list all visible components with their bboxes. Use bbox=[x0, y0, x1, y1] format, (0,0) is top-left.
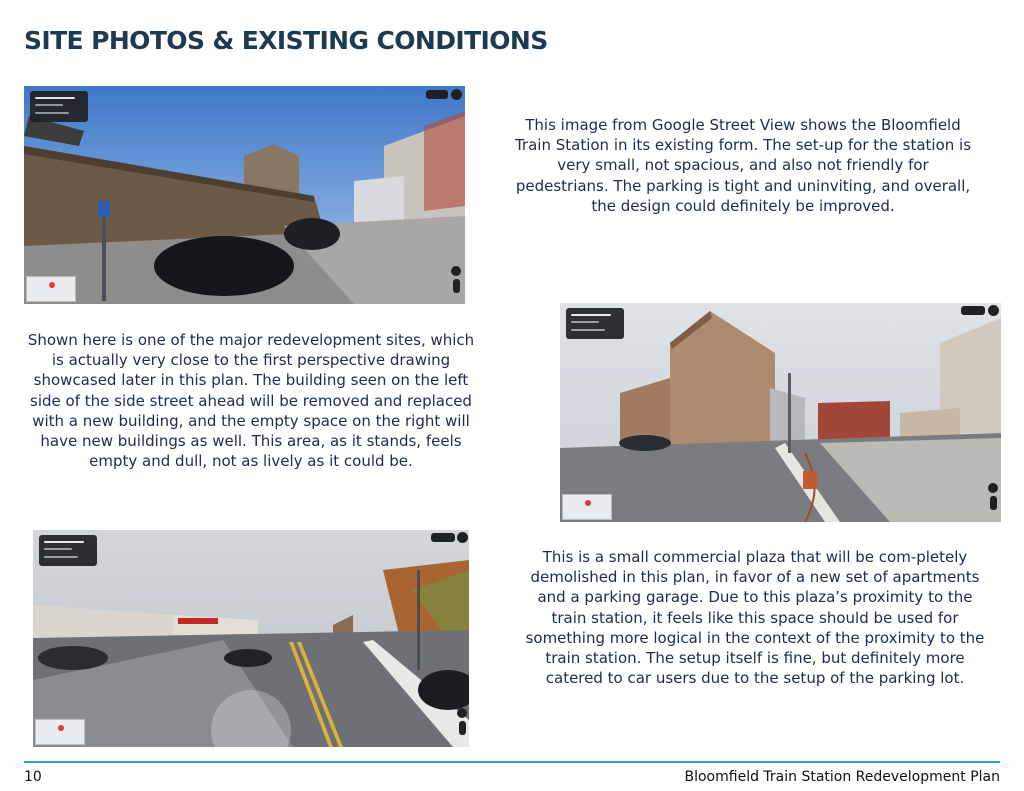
compass-icon[interactable] bbox=[988, 483, 998, 493]
map-pin-icon bbox=[585, 500, 591, 506]
mini-map[interactable] bbox=[562, 494, 612, 520]
share-button[interactable] bbox=[431, 533, 455, 542]
location-info-card bbox=[39, 535, 97, 566]
page-number: 10 bbox=[24, 769, 42, 785]
footer-document-title: Bloomfield Train Station Redevelopment Plan bbox=[684, 769, 1000, 785]
more-button[interactable] bbox=[961, 306, 985, 315]
zoom-control[interactable] bbox=[990, 496, 997, 510]
page-title: SITE PHOTOS & EXISTING CONDITIONS bbox=[24, 26, 548, 55]
share-button[interactable] bbox=[426, 90, 448, 99]
map-pin-icon bbox=[58, 725, 64, 731]
close-button[interactable] bbox=[451, 89, 462, 100]
street-view-photo-train-station bbox=[24, 86, 465, 304]
mini-map[interactable] bbox=[26, 276, 76, 302]
train-station-description: This image from Google Street View shows the Bloomfield Train Station in its existing form. The set-up for the station is very small, not spacious, and also not friendly for pedestrians. The parking is tight and uninviting, and overall, the design could definitely be improved. bbox=[514, 116, 972, 215]
zoom-control[interactable] bbox=[459, 721, 466, 735]
street-view-photo-redevelopment-site bbox=[560, 303, 1001, 522]
close-button[interactable] bbox=[457, 532, 468, 543]
mini-map[interactable] bbox=[35, 719, 85, 745]
commercial-plaza-description: This is a small commercial plaza that will be com-pletely demolished in this plan, in favor of a new set of apartments and a parking garage. Due to this plaza’s proximity to the train station, it feels like this space should be used for something more logical in the context of the proximity to the train station. The setup itself is fine, but definitely more catered to car users due to the setup of the parking lot. bbox=[525, 548, 985, 688]
compass-icon[interactable] bbox=[451, 266, 461, 276]
redevelopment-site-description: Shown here is one of the major redevelopment sites, which is actually very close to the first perspective drawing showcased later in this plan. The building seen on the left side of the side street ahead will be removed and replaced with a new building, and the empty space on the right will have new buildings as well. This area, as it stands, feels empty and dull, not as lively as it could be. bbox=[27, 331, 475, 471]
map-pin-icon bbox=[49, 282, 55, 288]
location-info-card bbox=[566, 308, 624, 339]
close-button[interactable] bbox=[988, 305, 999, 316]
footer-divider bbox=[24, 761, 1000, 763]
compass-icon[interactable] bbox=[457, 708, 467, 718]
location-info-card bbox=[30, 91, 88, 122]
street-view-photo-commercial-plaza bbox=[33, 530, 469, 747]
zoom-control[interactable] bbox=[453, 279, 460, 293]
